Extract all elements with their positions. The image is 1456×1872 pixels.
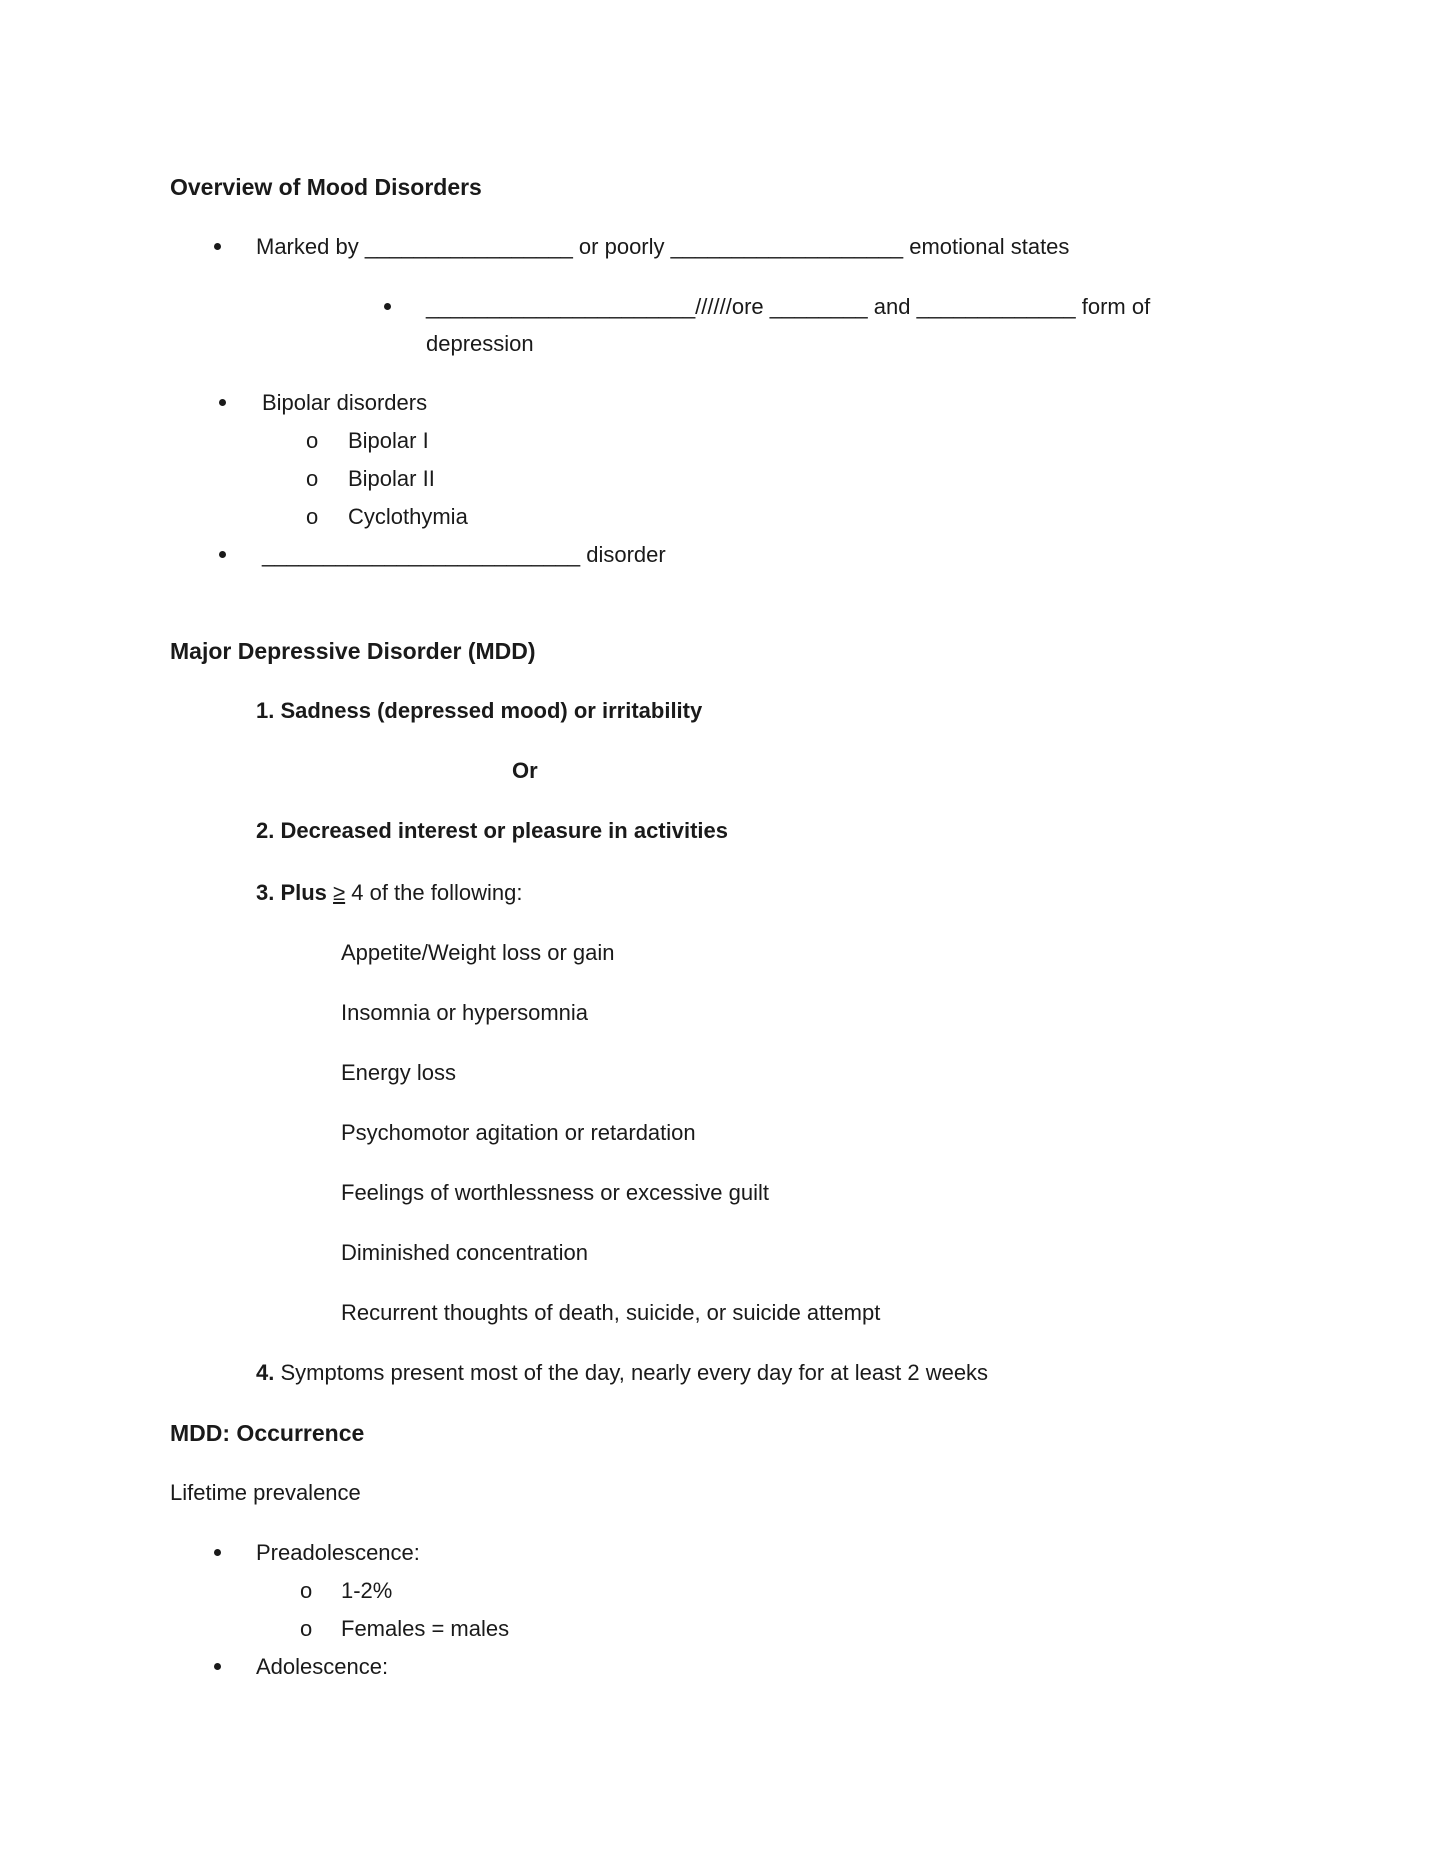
criterion-3 [256, 882, 522, 904]
bullet-bipolar-disorders: Bipolar disorders [262, 390, 428, 415]
criterion-3-label: 3. Plus [256, 880, 334, 905]
greater-equal-symbol: ≥ [333, 880, 346, 905]
circle-bullet-marker: o [300, 1616, 313, 1641]
criterion-3-rest: 4 of the following: [345, 880, 523, 905]
bullet-marker [214, 243, 221, 250]
list-item-bipolar-1: Bipolar I [348, 428, 429, 453]
symptom-item: Diminished concentration [341, 1240, 589, 1265]
section-title-mdd: Major Depressive Disorder (MDD) [170, 638, 536, 664]
symptom-item: Appetite/Weight loss or gain [341, 940, 615, 965]
bullet-marker [219, 399, 226, 406]
section-title-occurrence: MDD: Occurrence [170, 1420, 365, 1446]
lifetime-prevalence-label: Lifetime prevalence [170, 1480, 361, 1505]
bullet-marker [214, 1663, 221, 1670]
bullet-marker [384, 303, 391, 310]
bullet-blank-disorder: __________________________ disorder [262, 542, 666, 567]
sub-bullet-line-1: ______________________//////ore ________ and _____________ form of [426, 294, 1151, 319]
bullet-preadolescence: Preadolescence: [256, 1540, 420, 1565]
symptom-item: Insomnia or hypersomnia [341, 1000, 589, 1025]
circle-bullet-marker: o [300, 1578, 313, 1603]
criterion-4-text: Symptoms present most of the day, nearly every day for at least 2 weeks [274, 1360, 989, 1385]
criterion-2: 2. Decreased interest or pleasure in activities [256, 818, 729, 843]
criterion-4-label: 4. [256, 1360, 275, 1385]
bullet-marker [219, 551, 226, 558]
or-text: Or [512, 758, 538, 783]
circle-bullet-marker: o [306, 504, 319, 529]
circle-bullet-marker: o [306, 428, 319, 453]
bullet-marker [214, 1549, 221, 1556]
bullet-marked-by: Marked by _________________ or poorly ___________________ emotional states [256, 234, 1070, 259]
list-item-prevalence: 1-2% [341, 1578, 393, 1603]
symptom-item: Psychomotor agitation or retardation [341, 1120, 696, 1145]
section-title-overview: Overview of Mood Disorders [170, 174, 482, 200]
symptom-item: Energy loss [341, 1060, 456, 1085]
symptom-item: Recurrent thoughts of death, suicide, or suicide attempt [341, 1300, 881, 1325]
symptom-item: Feelings of worthlessness or excessive guilt [341, 1180, 769, 1205]
criterion-1: 1. Sadness (depressed mood) or irritability [256, 698, 703, 723]
circle-bullet-marker: o [306, 466, 319, 491]
bullet-adolescence: Adolescence: [256, 1654, 389, 1679]
criterion-4 [256, 1362, 988, 1384]
list-item-cyclothymia: Cyclothymia [348, 504, 468, 529]
list-item-sex-ratio: Females = males [341, 1616, 510, 1641]
list-item-bipolar-2: Bipolar II [348, 466, 435, 491]
sub-bullet-line-2: depression [426, 331, 534, 356]
